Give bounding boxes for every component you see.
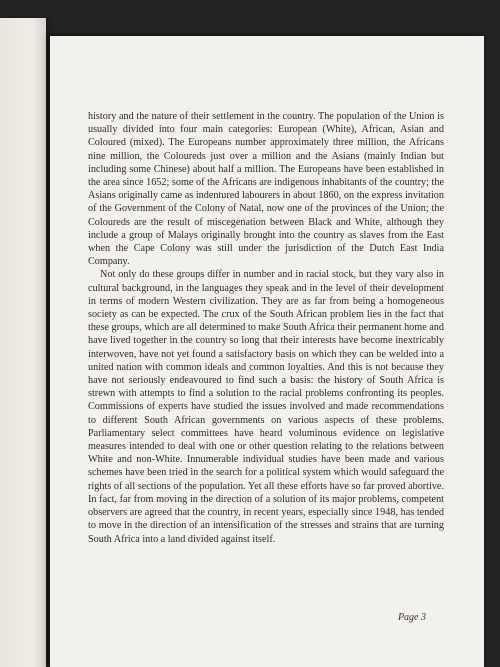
facing-page-edge — [0, 18, 46, 667]
body-text — [88, 110, 444, 546]
paragraph-2: Not only do these groups differ in number and in racial stock, but they vary also in cultural background, in the languages they speak and in the level of their development in terms of modern Western civilization. They are as far from being a homogeneous society as can be expected. The crux of the South African problem lies in the fact that these groups, which are all determined to make South Africa their permanent home and have lived together in the country so long that their interests have become inextricably interwoven, have not yet found a satisfactory basis on which they can be welded into a united nation with common ideals and common loyalties. And this is not because they have not seriously endeavoured to find such a basis: the history of South Africa is strewn with attempts to find a solution to the racial problems confronting its peoples. Commissions of experts have studied the issues involved and made recommendations to different South African governments on various aspects of these problems. Parliamentary select committees have heard voluminous evidence on legislative measures intended to deal with one or other question relating to the relations between White and non-White. Innumerable individual studies have been made and various schemes have been tried in the search for a political system which would safeguard the rights of all sections of the population. Yet all these efforts have so far proved abortive. In fact, far from moving in the direction of a solution of its major problems, competent observers are agreed that the country, in recent years, especially since 1948, has tended to move in the direction of an intensification of the stresses and strains that are turning South Africa into a land divided against itself. — [88, 269, 444, 545]
paragraph-1: history and the nature of their settlement in the country. The population of the Union is usually divided into four main categories: European (White), African, Asian and Coloured (mixed). The Europeans number approximately three million, the Africans nine million, the Coloureds just over a million and the Asians (mainly Indian but including some Chinese) about half a million. The Europeans have been established in the area since 1652; some of the Africans are indigenous inhabitants of the country; the Asians originally came as indentured labourers in about 1860, on the express invitation of the Government of the Colony of Natal, now one of the provinces of the Union; the Coloureds are the result of miscegenation between Black and White, although they include a group of Malays originally brought into the country as slaves from the East when the Cape Colony was still under the jurisdiction of the Dutch East India Company. — [88, 111, 444, 268]
book-page — [50, 36, 484, 667]
page-number: Page 3 — [397, 612, 426, 623]
